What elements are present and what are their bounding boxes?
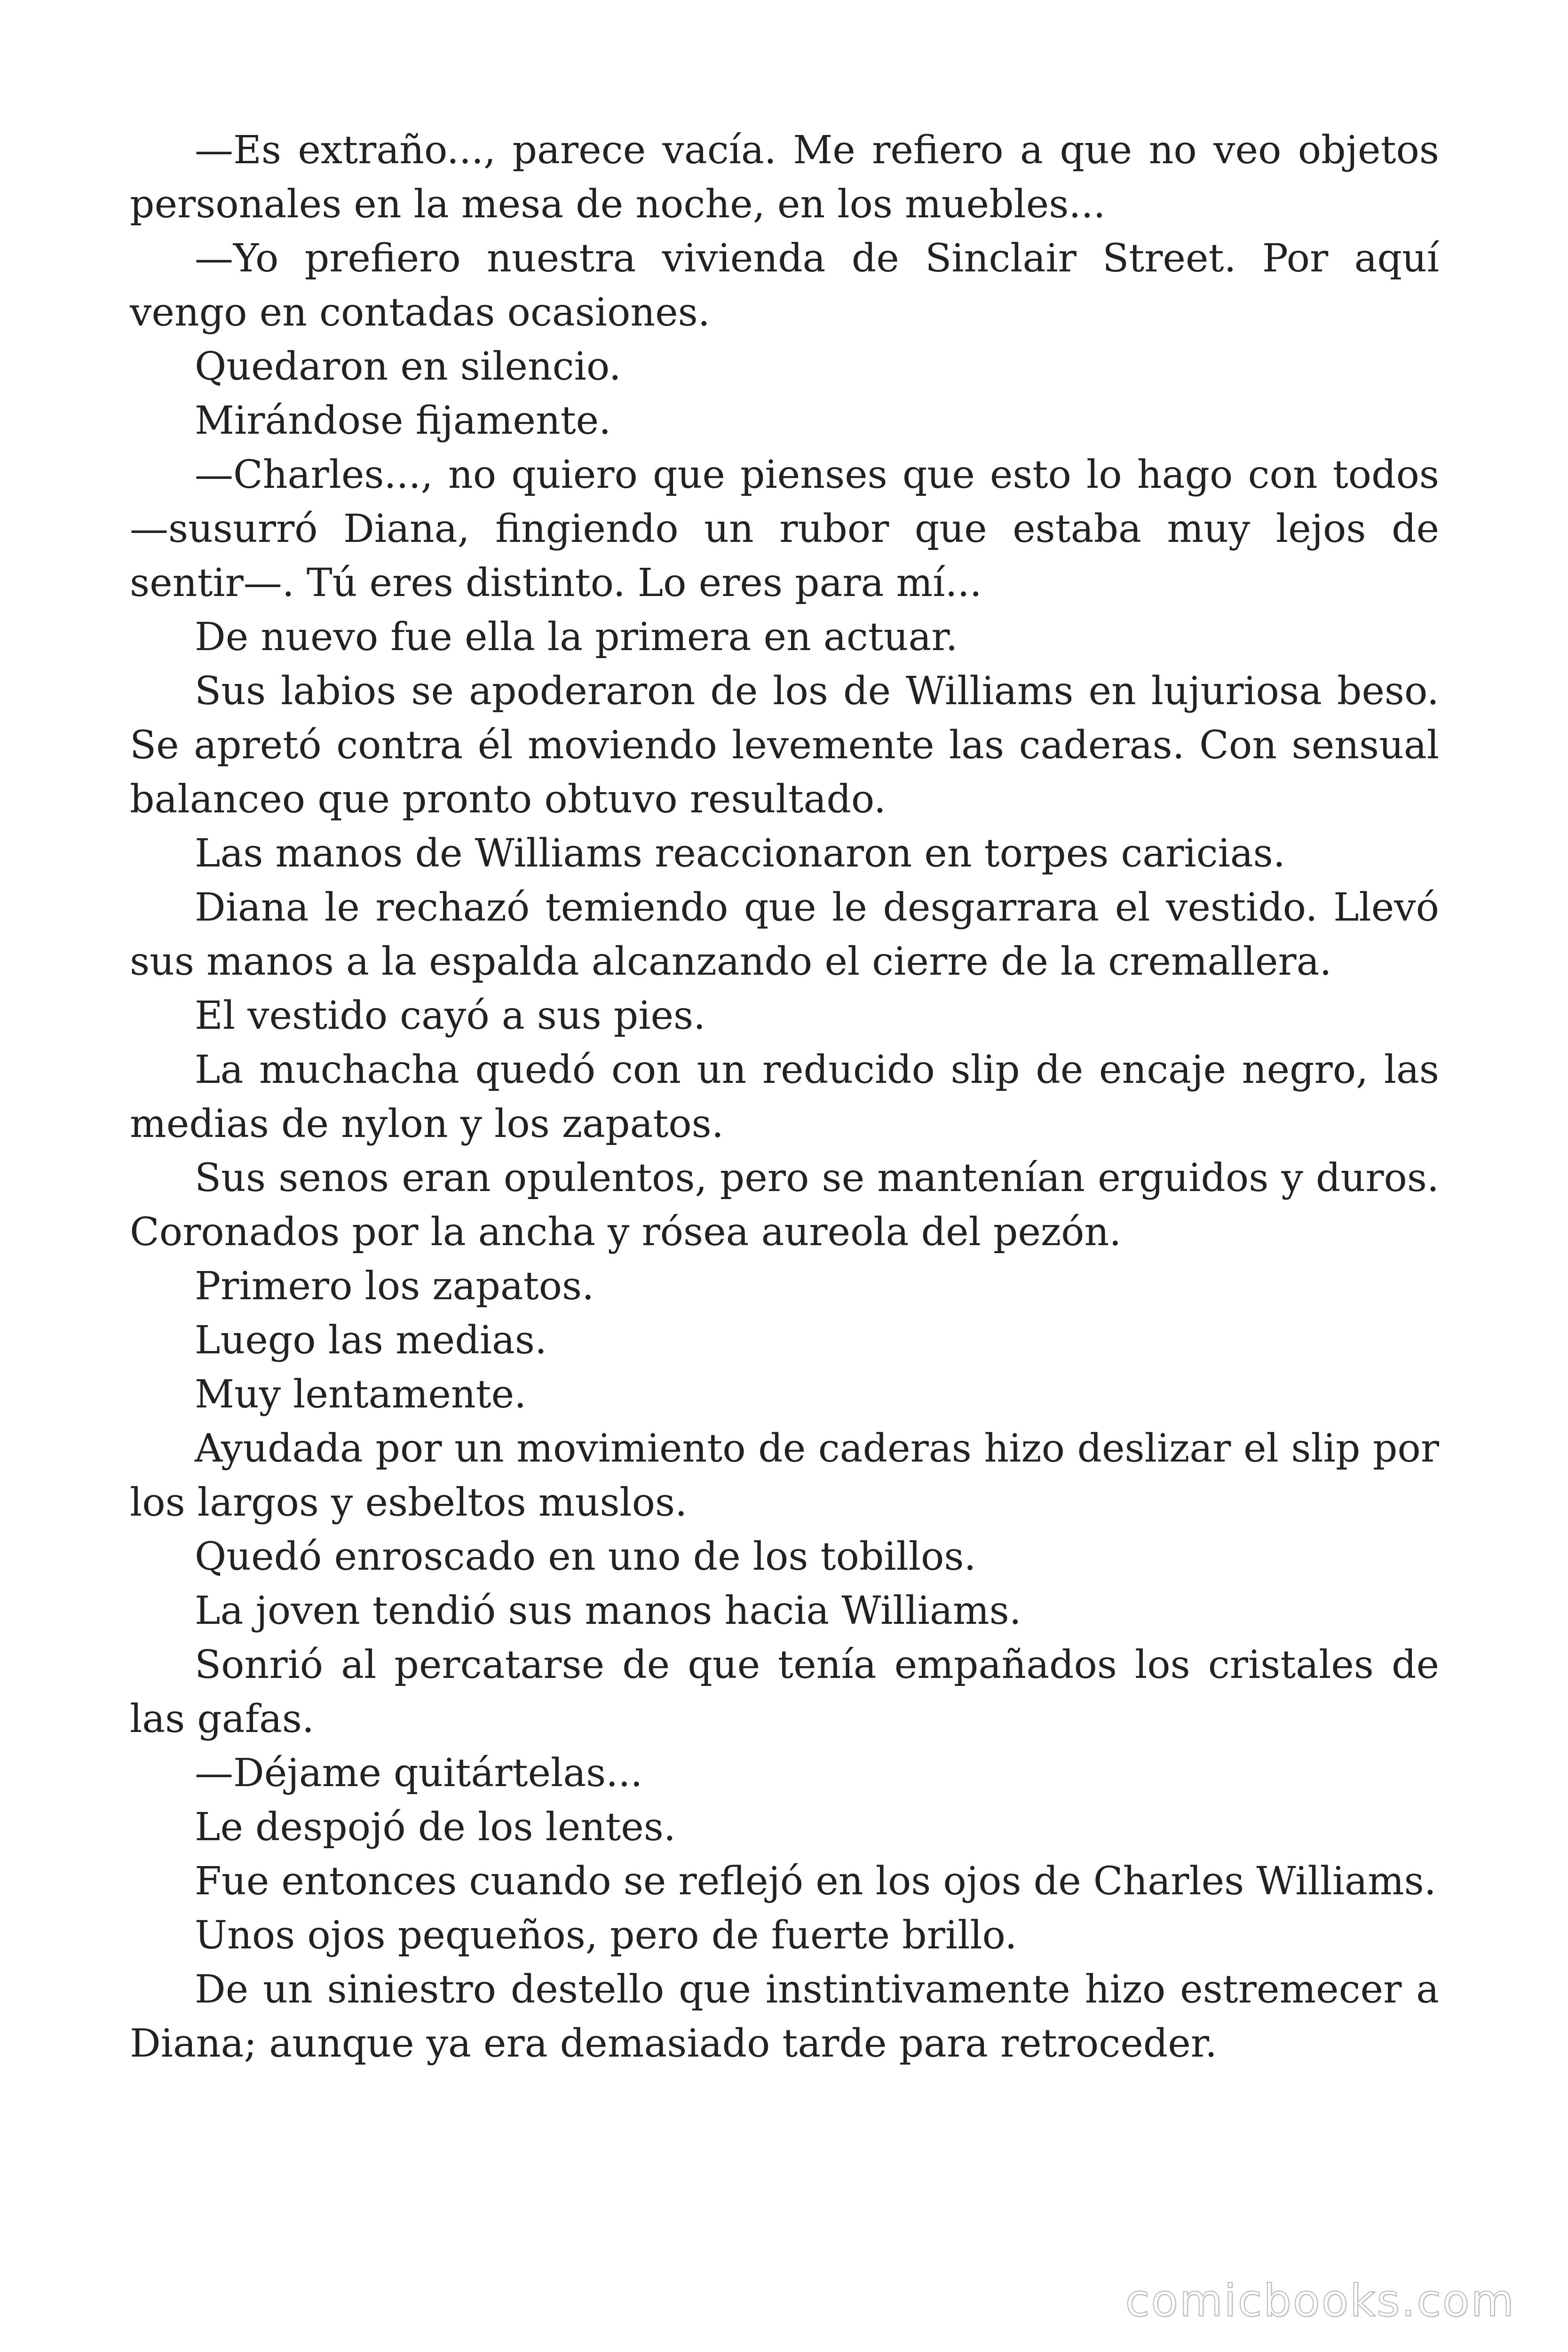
paragraph: Sonrió al percatarse de que tenía empañados los cristales de las gafas.	[130, 1643, 1439, 1741]
paragraph: El vestido cayó a sus pies.	[195, 993, 706, 1038]
paragraph: De nuevo fue ella la primera en actuar.	[195, 615, 958, 660]
paragraph: Luego las medias.	[195, 1318, 547, 1363]
paragraph: La muchacha quedó con un reducido slip de encaje negro, las medias de nylon y los zapatos.	[130, 1048, 1439, 1146]
paragraph: De un siniestro destello que instintivamente hizo estremecer a Diana; aunque ya era demasiado tarde para retroceder.	[130, 1967, 1439, 2066]
paragraph: —Déjame quitártelas...	[195, 1751, 643, 1796]
paragraph: Mirándose fijamente.	[195, 398, 611, 443]
paragraph: Fue entonces cuando se reflejó en los ojos de Charles Williams.	[195, 1859, 1436, 1904]
paragraph: Le despojó de los lentes.	[195, 1805, 676, 1850]
paragraph: Unos ojos pequeños, pero de fuerte brillo.	[195, 1913, 1017, 1958]
paragraph: Ayudada por un movimiento de caderas hizo deslizar el slip por los largos y esbeltos muslos.	[130, 1426, 1439, 1525]
paragraph: —Es extraño..., parece vacía. Me refiero a que no veo objetos personales en la mesa de noche, en los muebles...	[130, 128, 1439, 227]
paragraph: —Yo prefiero nuestra vivienda de Sinclair Street. Por aquí vengo en contadas ocasiones.	[130, 236, 1439, 335]
paragraph: Sus senos eran opulentos, pero se mantenían erguidos y duros. Coronados por la ancha y rósea aureola del pezón.	[130, 1156, 1439, 1255]
paragraph: Sus labios se apoderaron de los de Williams en lujuriosa beso. Se apretó contra él moviendo levemente las caderas. Con sensual balanceo que pronto obtuvo resultado.	[130, 669, 1439, 822]
paragraph: Diana le rechazó temiendo que le desgarrara el vestido. Llevó sus manos a la espalda alcanzando el cierre de la cremallera.	[130, 885, 1439, 984]
body-text	[130, 123, 1439, 2071]
paragraph: La joven tendió sus manos hacia Williams.	[195, 1589, 1022, 1633]
paragraph: Las manos de Williams reaccionaron en torpes caricias.	[195, 831, 1285, 876]
paragraph: —Charles..., no quiero que pienses que esto lo hago con todos —susurró Diana, fingiendo un rubor que estaba muy lejos de sentir—. Tú eres distinto. Lo eres para mí...	[130, 453, 1439, 605]
paragraph: Quedó enroscado en uno de los tobillos.	[195, 1534, 976, 1579]
paragraph: Quedaron en silencio.	[195, 344, 621, 389]
watermark: comicbooks.com	[1125, 2275, 1515, 2327]
paragraph: Primero los zapatos.	[195, 1264, 594, 1309]
paragraph: Muy lentamente.	[195, 1372, 527, 1417]
